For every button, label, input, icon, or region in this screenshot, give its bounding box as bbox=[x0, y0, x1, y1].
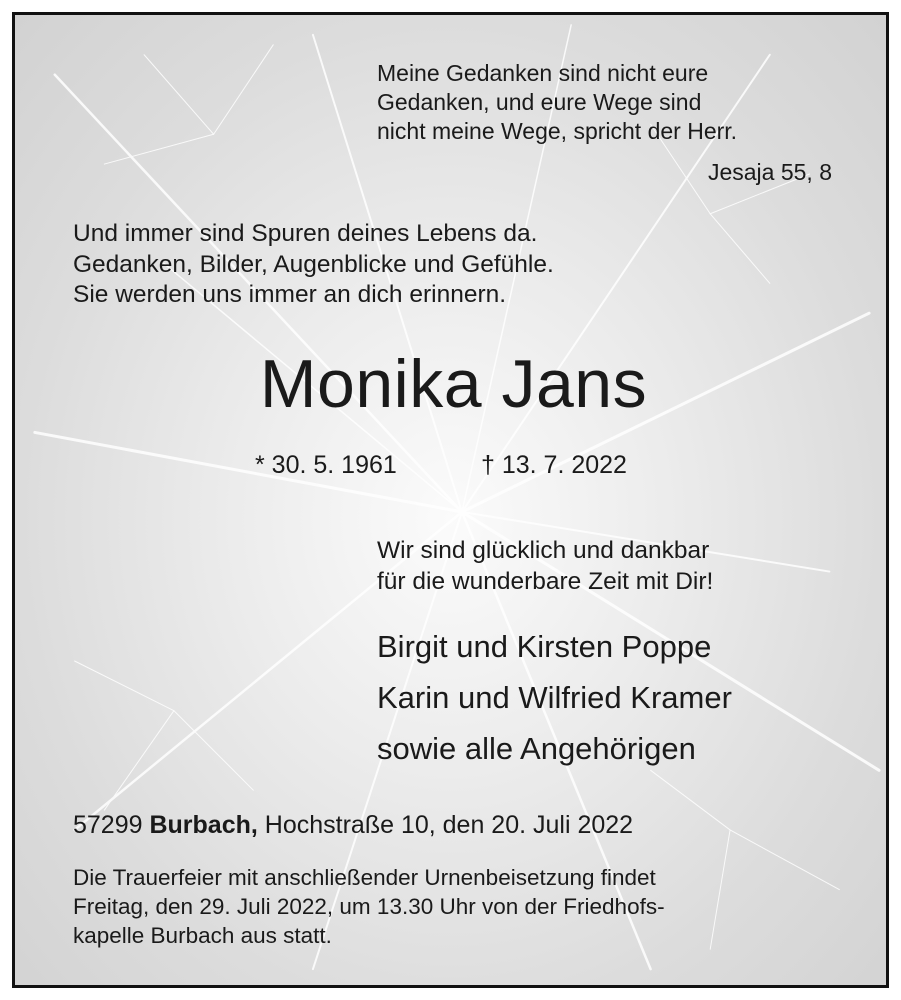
birth-date: * 30. 5. 1961 bbox=[255, 451, 397, 479]
poem-line: Und immer sind Spuren deines Lebens da. bbox=[73, 220, 538, 247]
poem-line: Sie werden uns immer an dich erinnern. bbox=[73, 281, 507, 308]
bible-verse-line: Meine Gedanken sind nicht eure bbox=[377, 60, 709, 86]
obituary-notice bbox=[12, 12, 889, 988]
postal-code: 57299 bbox=[73, 811, 143, 839]
address-line bbox=[73, 811, 843, 840]
bible-verse bbox=[377, 59, 847, 146]
funeral-line: Die Trauerfeier mit anschließender Urnenbeisetzung findet bbox=[73, 865, 656, 890]
poem-line: Gedanken, Bilder, Augenblicke und Gefühle. bbox=[73, 250, 554, 278]
bible-verse-line: Gedanken, und eure Wege sind bbox=[377, 89, 702, 115]
address-rest: Hochstraße 10, den 20. Juli 2022 bbox=[264, 811, 634, 839]
gratitude-line: Wir sind glücklich und dankbar bbox=[377, 537, 710, 564]
funeral-line: Freitag, den 29. Juli 2022, um 13.30 Uhr von der Friedhofs- bbox=[73, 894, 665, 919]
memorial-poem bbox=[73, 219, 833, 311]
gratitude-line: für die wunderbare Zeit mit Dir! bbox=[377, 568, 714, 595]
deceased-name: Monika Jans bbox=[259, 346, 648, 422]
funeral-line: kapelle Burbach aus statt. bbox=[73, 923, 332, 948]
funeral-info bbox=[73, 863, 833, 950]
mourners-list bbox=[377, 621, 857, 774]
mourner-line: Birgit und Kirsten Poppe bbox=[377, 629, 712, 664]
mourner-line: Karin und Wilfried Kramer bbox=[377, 680, 732, 715]
mourner-line: sowie alle Angehörigen bbox=[377, 731, 696, 766]
bible-verse-line: nicht meine Wege, spricht der Herr. bbox=[377, 118, 738, 144]
death-date: † 13. 7. 2022 bbox=[481, 451, 627, 479]
bible-verse-reference: Jesaja 55, 8 bbox=[707, 159, 832, 185]
gratitude-text bbox=[377, 535, 847, 597]
town-name: Burbach, bbox=[149, 811, 258, 839]
